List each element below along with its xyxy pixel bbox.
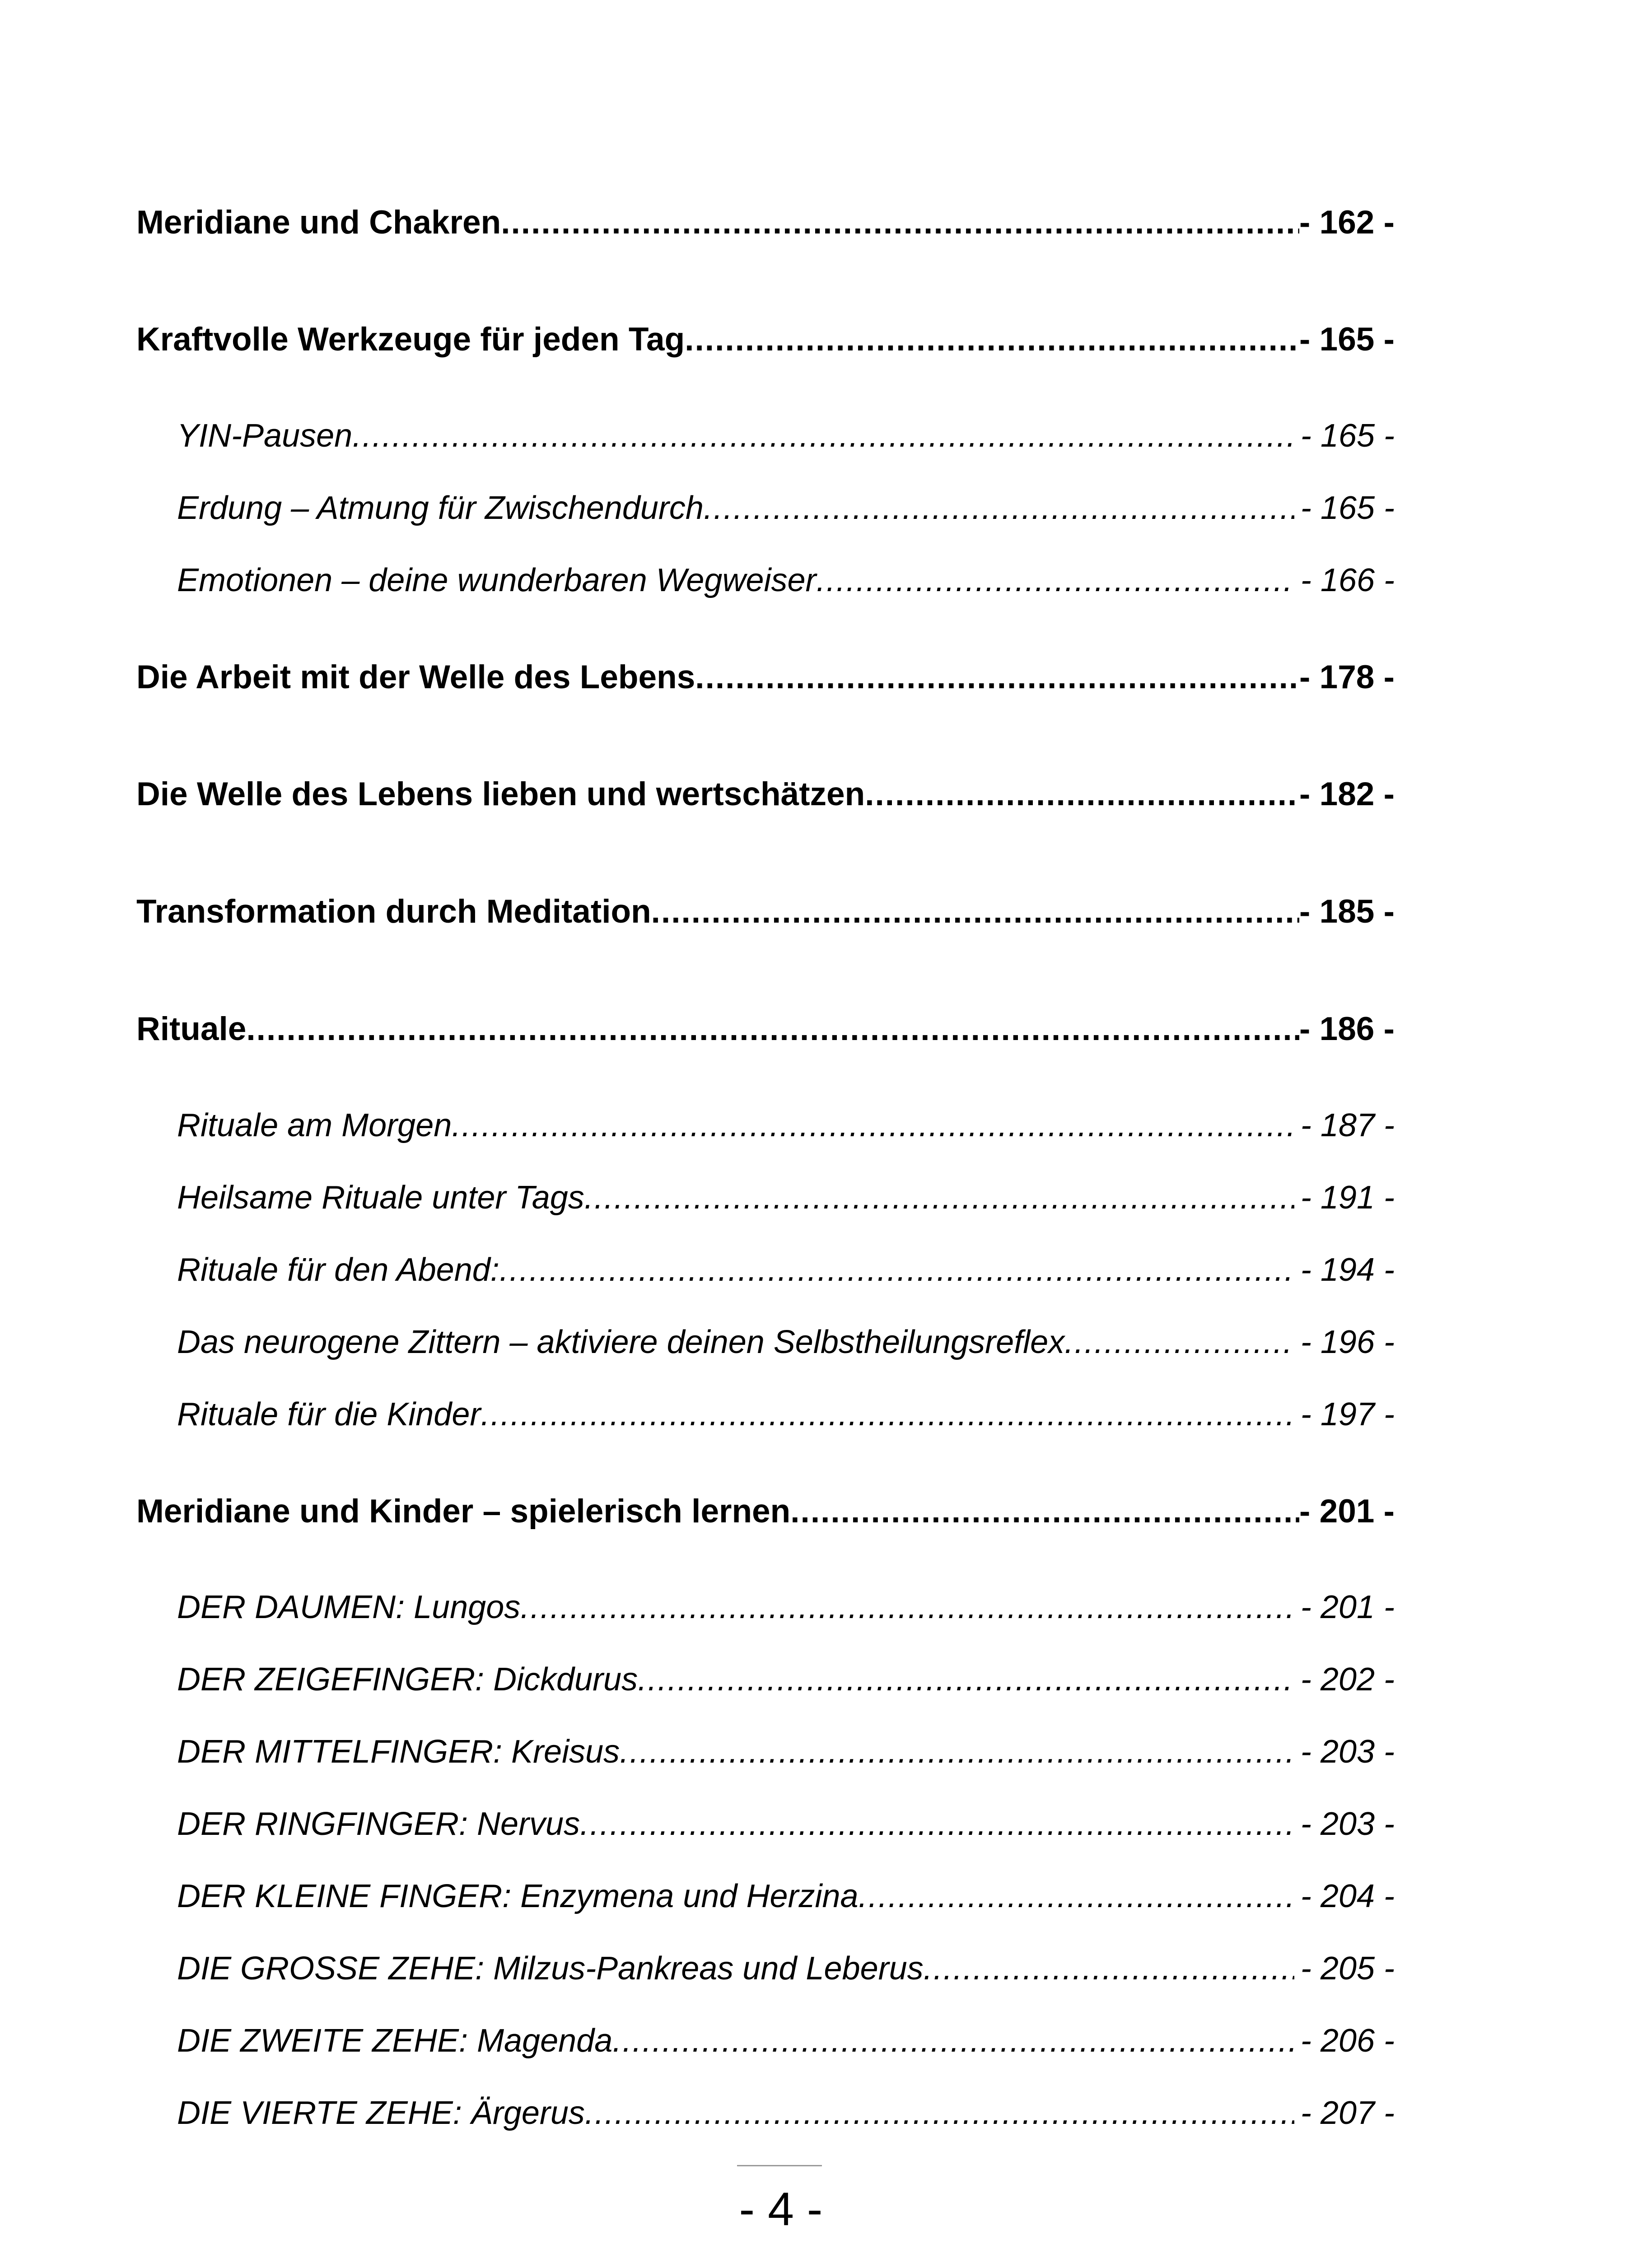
dot-leader [651, 895, 1299, 928]
toc-entry-title: DIE ZWEITE ZEHE: Magenda [177, 2023, 613, 2059]
toc-entry[interactable] [136, 895, 1395, 928]
toc-entry-title: Rituale am Morgen [177, 1107, 452, 1143]
footer-divider [737, 2165, 822, 2166]
toc-entry-page: - 194 - [1300, 1252, 1395, 1288]
dot-leader [499, 1254, 1294, 1286]
toc-entry-title: DER MITTELFINGER: Kreisus [177, 1734, 620, 1770]
toc-entry-page: - 204 - [1300, 1878, 1395, 1914]
toc-entry-page: - 203 - [1300, 1734, 1395, 1770]
dot-leader [584, 1181, 1294, 1214]
toc-entry-page: - 178 - [1299, 659, 1395, 695]
toc-entry-title: Meridiane und Kinder – spielerisch lernen [136, 1493, 791, 1530]
toc-entry-page: - 207 - [1300, 2095, 1395, 2131]
toc-subentry[interactable] [177, 564, 1395, 597]
dot-leader [246, 1012, 1299, 1045]
toc-entry-title: Kraftvolle Werkzeuge für jeden Tag [136, 321, 685, 358]
toc-subentry[interactable] [177, 1808, 1395, 1840]
dot-leader [638, 1663, 1294, 1696]
dot-leader [620, 1735, 1294, 1768]
toc-entry-title: DER DAUMEN: Lungos [177, 1589, 521, 1625]
toc-entry-page: - 206 - [1300, 2023, 1395, 2059]
toc-entry-title: Emotionen – deine wunderbaren Wegweiser [177, 562, 817, 598]
toc-subentry[interactable] [177, 1952, 1395, 1985]
toc-subentry[interactable] [177, 1109, 1395, 1142]
toc-subentry[interactable] [177, 1254, 1395, 1286]
dot-leader [352, 420, 1294, 452]
toc-entry-page: - 165 - [1299, 321, 1395, 358]
toc-subentry[interactable] [177, 492, 1395, 524]
toc-entry-title: Rituale für den Abend: [177, 1252, 499, 1288]
toc-subentry[interactable] [177, 1880, 1395, 1913]
toc-subentry[interactable] [177, 2097, 1395, 2129]
toc-entry-title: Die Arbeit mit der Welle des Lebens [136, 659, 695, 695]
toc-subentry[interactable] [177, 1735, 1395, 1768]
toc-entry-title: DER ZEIGEFINGER: Dickdurus [177, 1661, 638, 1698]
toc-subentry[interactable] [177, 1181, 1395, 1214]
dot-leader [452, 1109, 1294, 1142]
toc-entry-page: - 186 - [1299, 1011, 1395, 1047]
dot-leader [481, 1398, 1294, 1431]
dot-leader [695, 661, 1299, 694]
dot-leader [817, 564, 1294, 597]
dot-leader [790, 1495, 1299, 1528]
toc-entry-page: - 185 - [1299, 893, 1395, 930]
toc-entry-page: - 182 - [1299, 776, 1395, 812]
toc-entry-page: - 191 - [1300, 1180, 1395, 1216]
toc-entry-title: Rituale [136, 1011, 247, 1047]
dot-leader [520, 1591, 1294, 1624]
dot-leader [704, 492, 1294, 524]
dot-leader [859, 1880, 1294, 1913]
toc-subentry[interactable] [177, 420, 1395, 452]
toc-entry[interactable] [136, 206, 1395, 239]
toc-entry-title: YIN-Pausen [177, 418, 353, 454]
toc-entry-page: - 165 - [1300, 490, 1395, 526]
toc-entry-title: Erdung – Atmung für Zwischendurch [177, 490, 704, 526]
dot-leader [580, 1808, 1294, 1840]
toc-entry[interactable] [136, 323, 1395, 356]
toc-entry-page: - 162 - [1299, 204, 1395, 241]
toc-entry-page: - 205 - [1300, 1950, 1395, 1987]
dot-leader [865, 778, 1299, 811]
dot-leader [612, 2025, 1294, 2057]
toc-entry-title: DIE VIERTE ZEHE: Ärgerus [177, 2095, 585, 2131]
toc-entry-title: Transformation durch Meditation [136, 893, 651, 930]
toc-entry-page: - 201 - [1299, 1493, 1395, 1530]
toc-entry-page: - 197 - [1300, 1396, 1395, 1432]
toc-entry-title: Die Welle des Lebens lieben und wertschätzen [136, 776, 865, 812]
dot-leader [924, 1952, 1294, 1985]
toc-entry-page: - 203 - [1300, 1806, 1395, 1842]
toc-entry-page: - 202 - [1300, 1661, 1395, 1698]
toc-entry-title: DIE GROSSE ZEHE: Milzus-Pankreas und Leberus [177, 1950, 924, 1987]
page-number: - 4 - [739, 2183, 823, 2235]
toc-entry[interactable] [136, 661, 1395, 694]
toc-subentry[interactable] [177, 1326, 1395, 1358]
toc-entry-title: DER KLEINE FINGER: Enzymena und Herzina [177, 1878, 859, 1914]
toc-entry-page: - 201 - [1300, 1589, 1395, 1625]
toc-entry-page: - 187 - [1300, 1107, 1395, 1143]
toc-entry-title: Meridiane und Chakren [136, 204, 501, 241]
toc-subentry[interactable] [177, 1591, 1395, 1624]
toc-entry-title: DER RINGFINGER: Nervus [177, 1806, 580, 1842]
toc-entry[interactable] [136, 1012, 1395, 1045]
toc-entry[interactable] [136, 778, 1395, 811]
toc-subentry[interactable] [177, 1663, 1395, 1696]
toc-entry-page: - 166 - [1300, 562, 1395, 598]
dot-leader [501, 206, 1299, 239]
toc-entry-title: Rituale für die Kinder [177, 1396, 481, 1432]
toc-subentry[interactable] [177, 1398, 1395, 1431]
toc-entry-page: - 196 - [1300, 1324, 1395, 1360]
toc-entry-title: Heilsame Rituale unter Tags [177, 1180, 584, 1216]
toc-entry-page: - 165 - [1300, 418, 1395, 454]
toc-subentry[interactable] [177, 2025, 1395, 2057]
dot-leader [585, 2097, 1294, 2129]
toc-entry[interactable] [136, 1495, 1395, 1528]
toc-entry-title: Das neurogene Zittern – aktiviere deinen Selbstheilungsreflex [177, 1324, 1065, 1360]
dot-leader [1064, 1326, 1294, 1358]
dot-leader [685, 323, 1299, 356]
